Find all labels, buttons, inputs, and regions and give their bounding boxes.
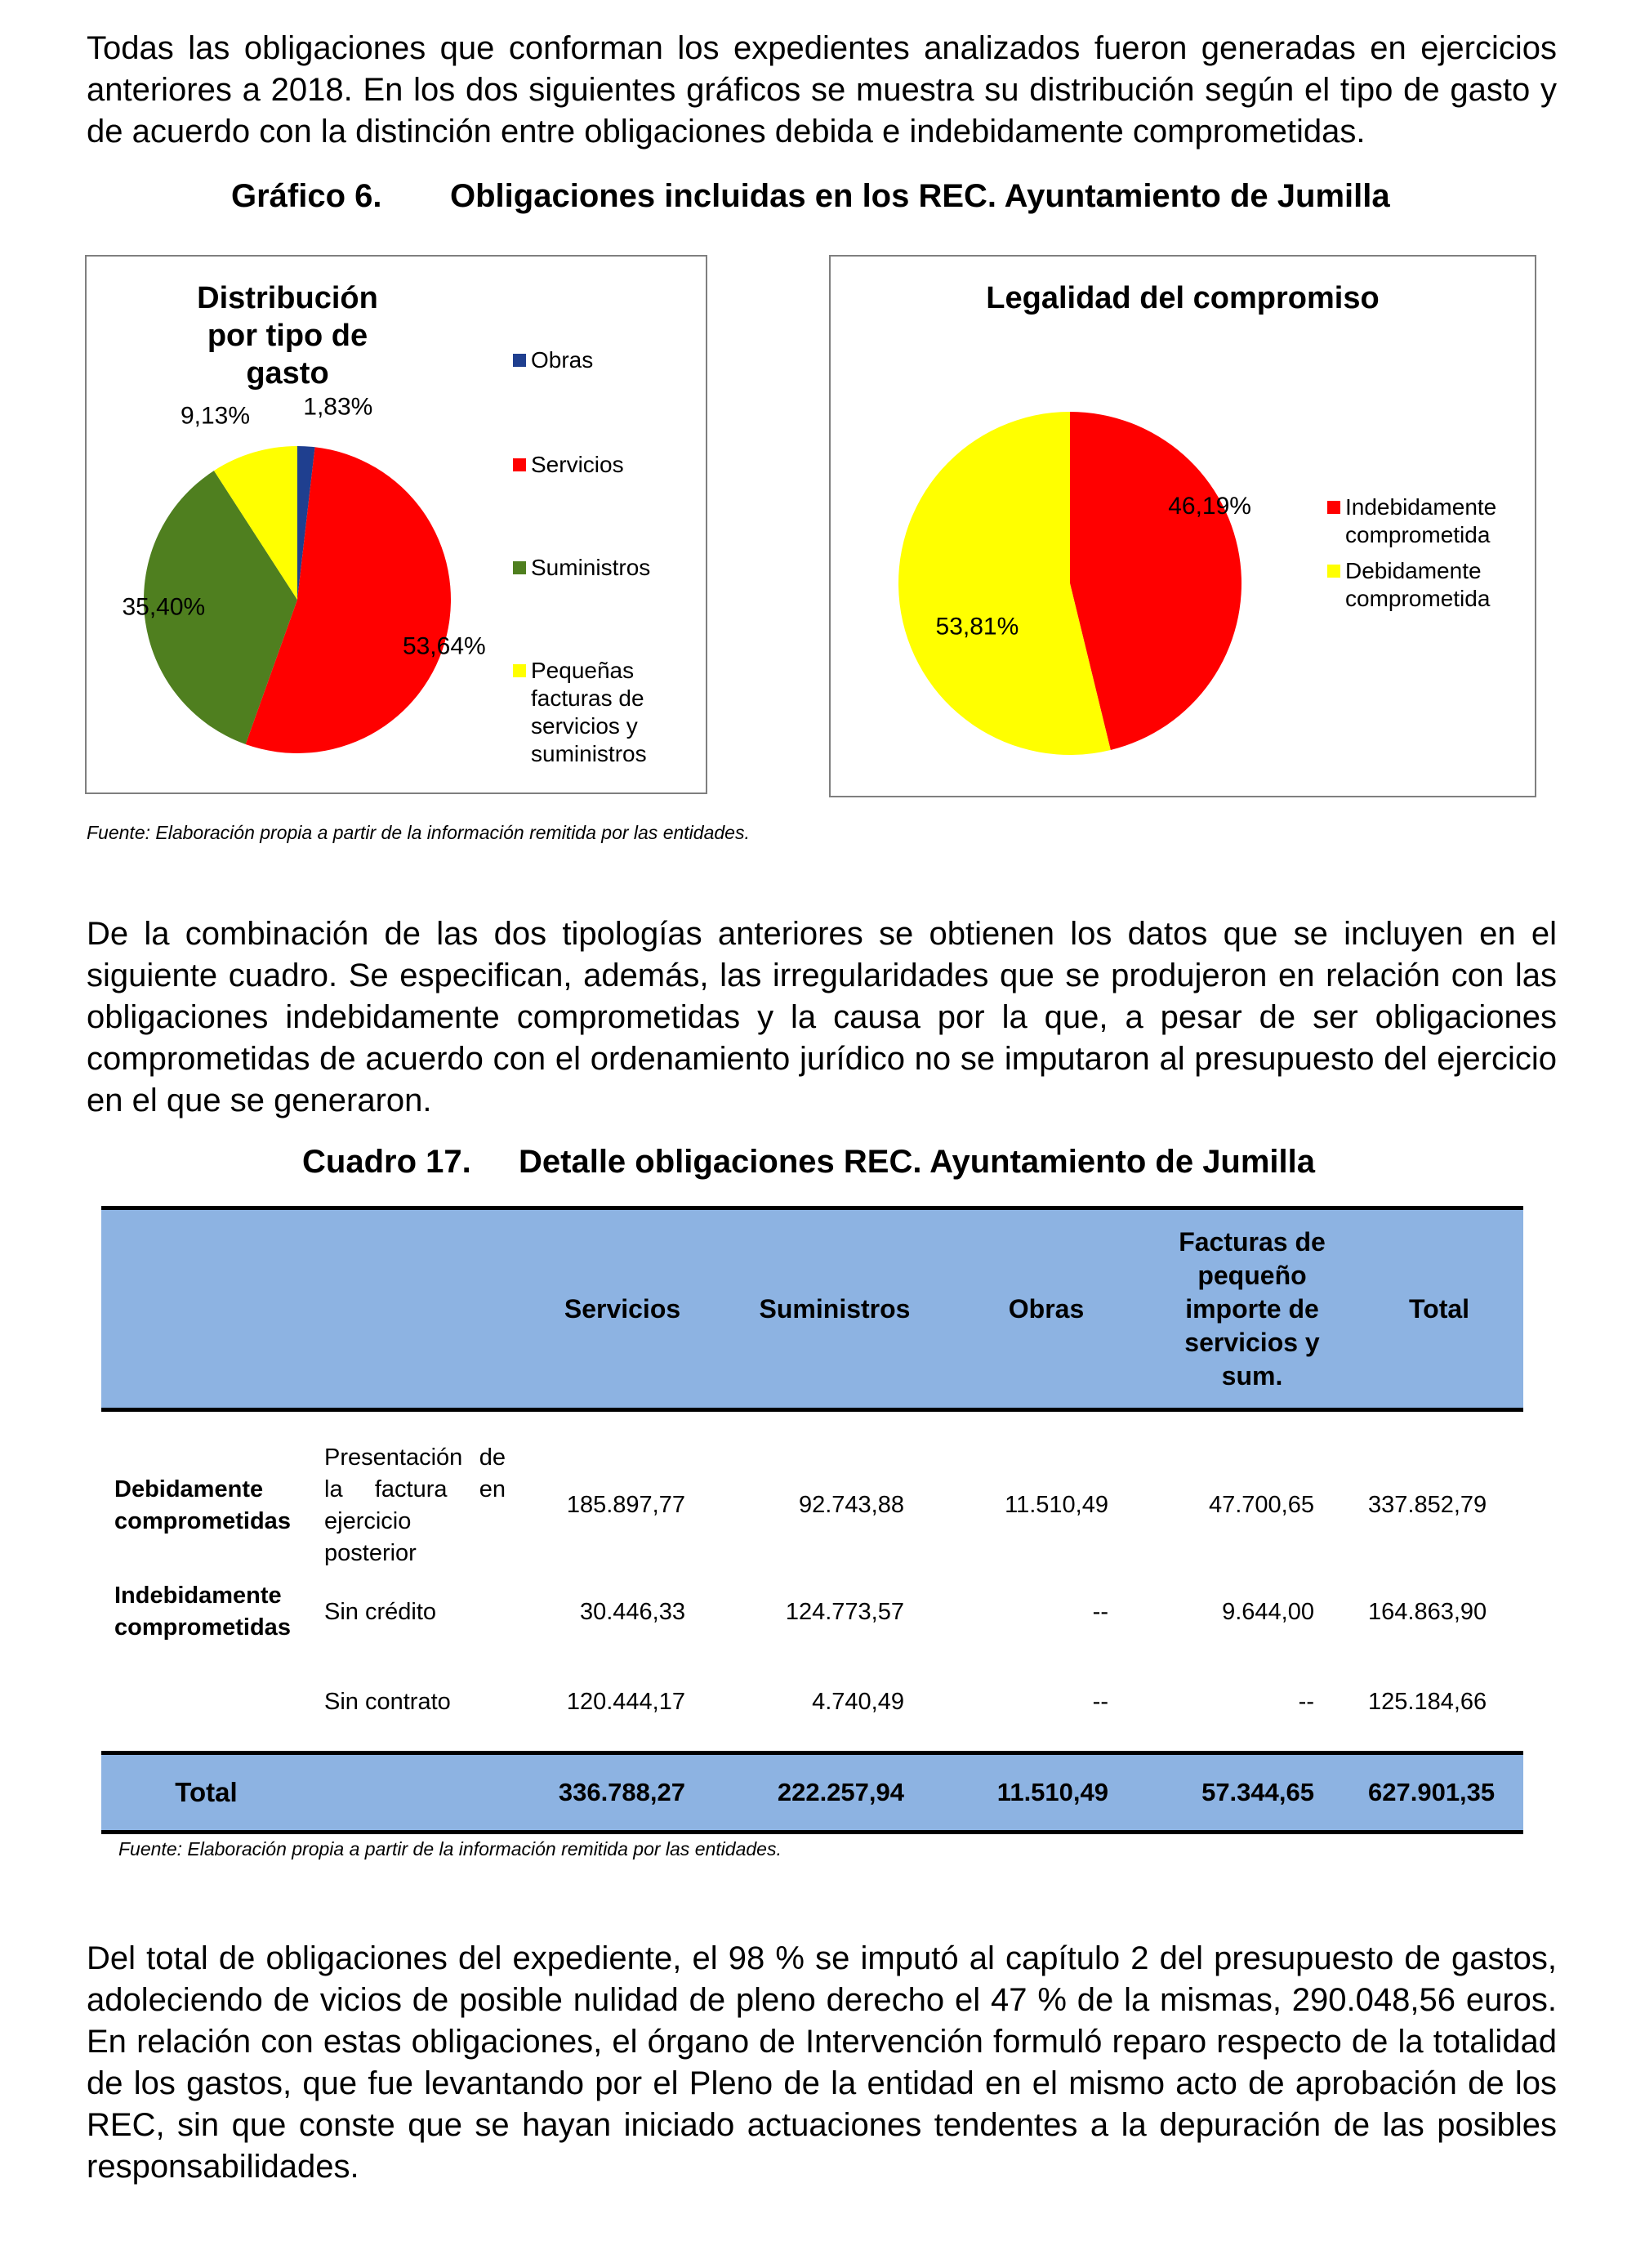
table-cell: -- — [1092, 1688, 1108, 1715]
legend-label: Servicios — [531, 452, 624, 477]
figure-source: Fuente: Elaboración propia a partir de la información remitida por las entidades. — [87, 822, 750, 843]
pie-data-label: 53,81% — [935, 613, 1019, 641]
header-cell: Total — [1355, 1208, 1523, 1410]
total-cell: 222.257,94 — [726, 1753, 943, 1833]
row-group-label — [101, 1665, 311, 1753]
table-total-row — [101, 1753, 1523, 1833]
table-header-row — [101, 1208, 1523, 1410]
table-row — [101, 1580, 1523, 1665]
row-group-label: Debidamente comprometidas — [114, 1476, 291, 1534]
legend-label: Obras — [531, 347, 594, 373]
table-cell: 11.510,49 — [1005, 1492, 1108, 1519]
table-intro-paragraph: De la combinación de las dos tipologías anteriores se obtienen los datos que se incluyen en el siguiente cuadro. Se especifican, además, las irregularidades que se produjeron en relación con las obligaciones indebidamente comprometidas y la causa por la que, a pesar de ser obligaciones comprometidas de acuerdo con el ordenamiento jurídico no se imputaron al presupuesto del ejercicio en el que se generaron. — [87, 916, 1557, 1118]
table-cell: 30.446,33 — [579, 1598, 685, 1625]
legend-swatch — [513, 561, 526, 574]
table-label: Cuadro 17. — [302, 1144, 471, 1180]
header-cell — [311, 1208, 519, 1410]
header-cell: Facturas de pequeño importe de servicios y sum. — [1149, 1208, 1355, 1410]
table-cell: -- — [1092, 1598, 1108, 1625]
row-concept: Presentación de la factura en ejercicio posterior — [324, 1444, 506, 1566]
pie-data-label: 9,13% — [180, 402, 251, 430]
legend-label: Indebidamente comprometida — [1345, 494, 1497, 547]
legend-swatch — [513, 354, 526, 367]
table-cell: 120.444,17 — [566, 1688, 685, 1715]
legend-label: Debidamente comprometida — [1345, 558, 1491, 611]
legend-swatch — [1327, 501, 1340, 514]
figure-caption — [231, 178, 1390, 215]
chart-title: Legalidad del compromiso — [986, 281, 1380, 315]
pie-data-label: 1,83% — [303, 393, 373, 421]
chart-title: Distribución por tipo de gasto — [197, 281, 378, 391]
total-cell: 57.344,65 — [1149, 1753, 1355, 1833]
legend-label: Pequeñas facturas de servicios y suministros — [531, 658, 647, 766]
table-row — [101, 1665, 1523, 1753]
table-source: Fuente: Elaboración propia a partir de la información remitida por las entidades. — [118, 1838, 782, 1859]
total-empty-cell — [311, 1753, 519, 1833]
table-cell: 124.773,57 — [785, 1598, 904, 1625]
table-cell: 9.644,00 — [1222, 1598, 1314, 1625]
total-label: Total — [101, 1753, 311, 1833]
row-concept: Sin crédito — [324, 1598, 437, 1625]
table-row — [101, 1410, 1523, 1580]
table-cell: 4.740,49 — [812, 1688, 904, 1715]
figure-title: Obligaciones incluidas en los REC. Ayuntamiento de Jumilla — [450, 178, 1390, 214]
chart-tipo-gasto — [85, 255, 707, 794]
total-cell: 336.788,27 — [519, 1753, 726, 1833]
detail-table — [101, 1206, 1523, 1834]
table-cell: 125.184,66 — [1368, 1688, 1487, 1715]
table-cell: 185.897,77 — [566, 1492, 685, 1519]
table-cell: 164.863,90 — [1368, 1598, 1487, 1625]
legend-swatch — [513, 664, 526, 677]
total-cell: 627.901,35 — [1355, 1753, 1523, 1833]
header-cell — [101, 1208, 311, 1410]
intro-paragraph: Todas las obligaciones que conforman los expedientes analizados fueron generadas en ejercicios anteriores a 2018. En los dos siguientes gráficos se muestra su distribución según el tipo de gasto y de acuerdo con la distinción entre obligaciones debida e indebidamente comprometidas. — [87, 30, 1557, 150]
total-cell: 11.510,49 — [943, 1753, 1149, 1833]
table-cell: 337.852,79 — [1368, 1492, 1487, 1519]
legend-swatch — [513, 458, 526, 471]
pie-data-label: 53,64% — [402, 632, 486, 660]
row-concept: Sin contrato — [324, 1688, 451, 1715]
header-cell: Suministros — [726, 1208, 943, 1410]
legend-swatch — [1327, 565, 1340, 578]
table-title: Detalle obligaciones REC. Ayuntamiento de Jumilla — [519, 1144, 1316, 1180]
figure-label: Gráfico 6. — [231, 178, 382, 214]
header-cell: Servicios — [519, 1208, 726, 1410]
row-group-label: Indebidamente comprometidas — [114, 1582, 291, 1641]
header-cell: Obras — [943, 1208, 1149, 1410]
chart-legalidad — [829, 255, 1536, 797]
table-cell: -- — [1298, 1688, 1314, 1715]
pie-data-label: 35,40% — [122, 593, 206, 621]
closing-paragraph: Del total de obligaciones del expediente, el 98 % se imputó al capítulo 2 del presupuesto de gastos, adoleciendo de vicios de posible nulidad de pleno derecho el 47 % de la mismas, 290.048,56 euros. En relación con estas obligaciones, el órgano de Intervención formuló reparo respecto de la totalidad de los gastos, que fue levantando por el Pleno de la entidad en el mismo acto de aprobación de los REC, sin que conste que se hayan iniciado actuaciones tendentes a la depuración de las posibles responsabilidades. — [87, 1940, 1557, 2185]
pie-data-label: 46,19% — [1168, 492, 1251, 520]
table-cell: 47.700,65 — [1208, 1492, 1314, 1519]
table-caption — [302, 1144, 1315, 1181]
legend-label: Suministros — [531, 555, 651, 580]
table-cell: 92.743,88 — [798, 1492, 904, 1519]
